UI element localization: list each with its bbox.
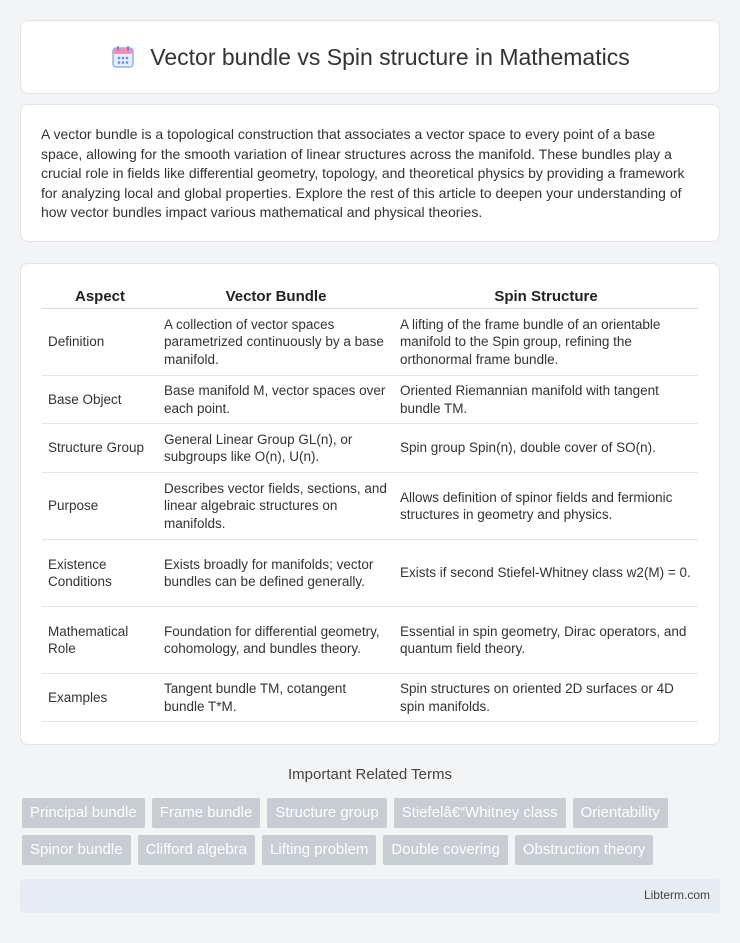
intro-card [20, 104, 720, 242]
related-term-tag[interactable]: Orientability [573, 798, 668, 828]
related-term-tag[interactable]: Principal bundle [22, 798, 145, 828]
spin-structure-cell: Spin structures on oriented 2D surfaces or 4D spin manifolds. [394, 674, 698, 722]
table-row [42, 424, 698, 473]
comparison-card [20, 263, 720, 745]
aspect-cell: Base Object [42, 376, 158, 424]
vector-bundle-cell: Exists broadly for manifolds; vector bundles can be defined generally. [158, 540, 394, 607]
table-row [42, 473, 698, 540]
intro-paragraph: A vector bundle is a topological construction that associates a vector space to every point of a base space, allowing for the smooth variation of linear structures across the manifold. These bundles play a crucial role in fields like differential geometry, topology, and theoretical physics by providing a framework for analyzing local and global properties. Explore the rest of this article to deepen your understanding of how vector bundles impact various mathematical and physical theories. [41, 126, 685, 220]
table-row [42, 376, 698, 424]
calendar-icon [110, 44, 136, 70]
table-row [42, 540, 698, 607]
footer-site-link[interactable]: Libterm.com [643, 888, 710, 902]
table-header-row [42, 284, 698, 309]
vector-bundle-cell: General Linear Group GL(n), or subgroups like O(n), U(n). [158, 424, 394, 473]
aspect-cell: Purpose [42, 473, 158, 540]
footer [20, 879, 720, 913]
aspect-cell: Examples [42, 674, 158, 722]
aspect-cell: Existence Conditions [42, 540, 158, 607]
spin-structure-cell: A lifting of the frame bundle of an orientable manifold to the Spin group, refining the orthonormal frame bundle. [394, 309, 698, 376]
title-card [20, 20, 720, 94]
vector-bundle-cell: Base manifold M, vector spaces over each point. [158, 376, 394, 424]
spin-structure-cell: Allows definition of spinor fields and fermionic structures in geometry and physics. [394, 473, 698, 540]
related-term-tag[interactable]: Frame bundle [152, 798, 261, 828]
header-aspect: Aspect [42, 284, 158, 309]
vector-bundle-cell: A collection of vector spaces parametrized continuously by a base manifold. [158, 309, 394, 376]
vector-bundle-cell: Describes vector fields, sections, and linear algebraic structures on manifolds. [158, 473, 394, 540]
related-term-tag[interactable]: Double covering [383, 835, 507, 865]
header-spin-structure: Spin Structure [394, 284, 698, 309]
related-term-tag[interactable]: Spinor bundle [22, 835, 131, 865]
spin-structure-cell: Oriented Riemannian manifold with tangent bundle TM. [394, 376, 698, 424]
aspect-cell: Structure Group [42, 424, 158, 473]
comparison-table [42, 284, 698, 722]
header-vector-bundle: Vector Bundle [158, 284, 394, 309]
spin-structure-cell: Exists if second Stiefel-Whitney class w2(M) = 0. [394, 540, 698, 607]
spin-structure-cell: Essential in spin geometry, Dirac operators, and quantum field theory. [394, 607, 698, 674]
vector-bundle-cell: Foundation for differential geometry, cohomology, and bundles theory. [158, 607, 394, 674]
table-row [42, 607, 698, 674]
page-title: Vector bundle vs Spin structure in Mathematics [150, 43, 630, 70]
table-row [42, 674, 698, 722]
related-term-tag[interactable]: Obstruction theory [515, 835, 654, 865]
aspect-cell: Mathematical Role [42, 607, 158, 674]
aspect-cell: Definition [42, 309, 158, 376]
vector-bundle-cell: Tangent bundle TM, cotangent bundle T*M. [158, 674, 394, 722]
related-term-tag[interactable]: Structure group [267, 798, 386, 828]
related-terms-heading: Important Related Terms [288, 766, 452, 783]
related-term-tag[interactable]: Lifting problem [262, 835, 376, 865]
table-row [42, 309, 698, 376]
related-term-tag[interactable]: Stiefelâ€“Whitney class [394, 798, 566, 828]
related-terms-list [22, 798, 722, 865]
related-term-tag[interactable]: Clifford algebra [138, 835, 255, 865]
spin-structure-cell: Spin group Spin(n), double cover of SO(n). [394, 424, 698, 473]
